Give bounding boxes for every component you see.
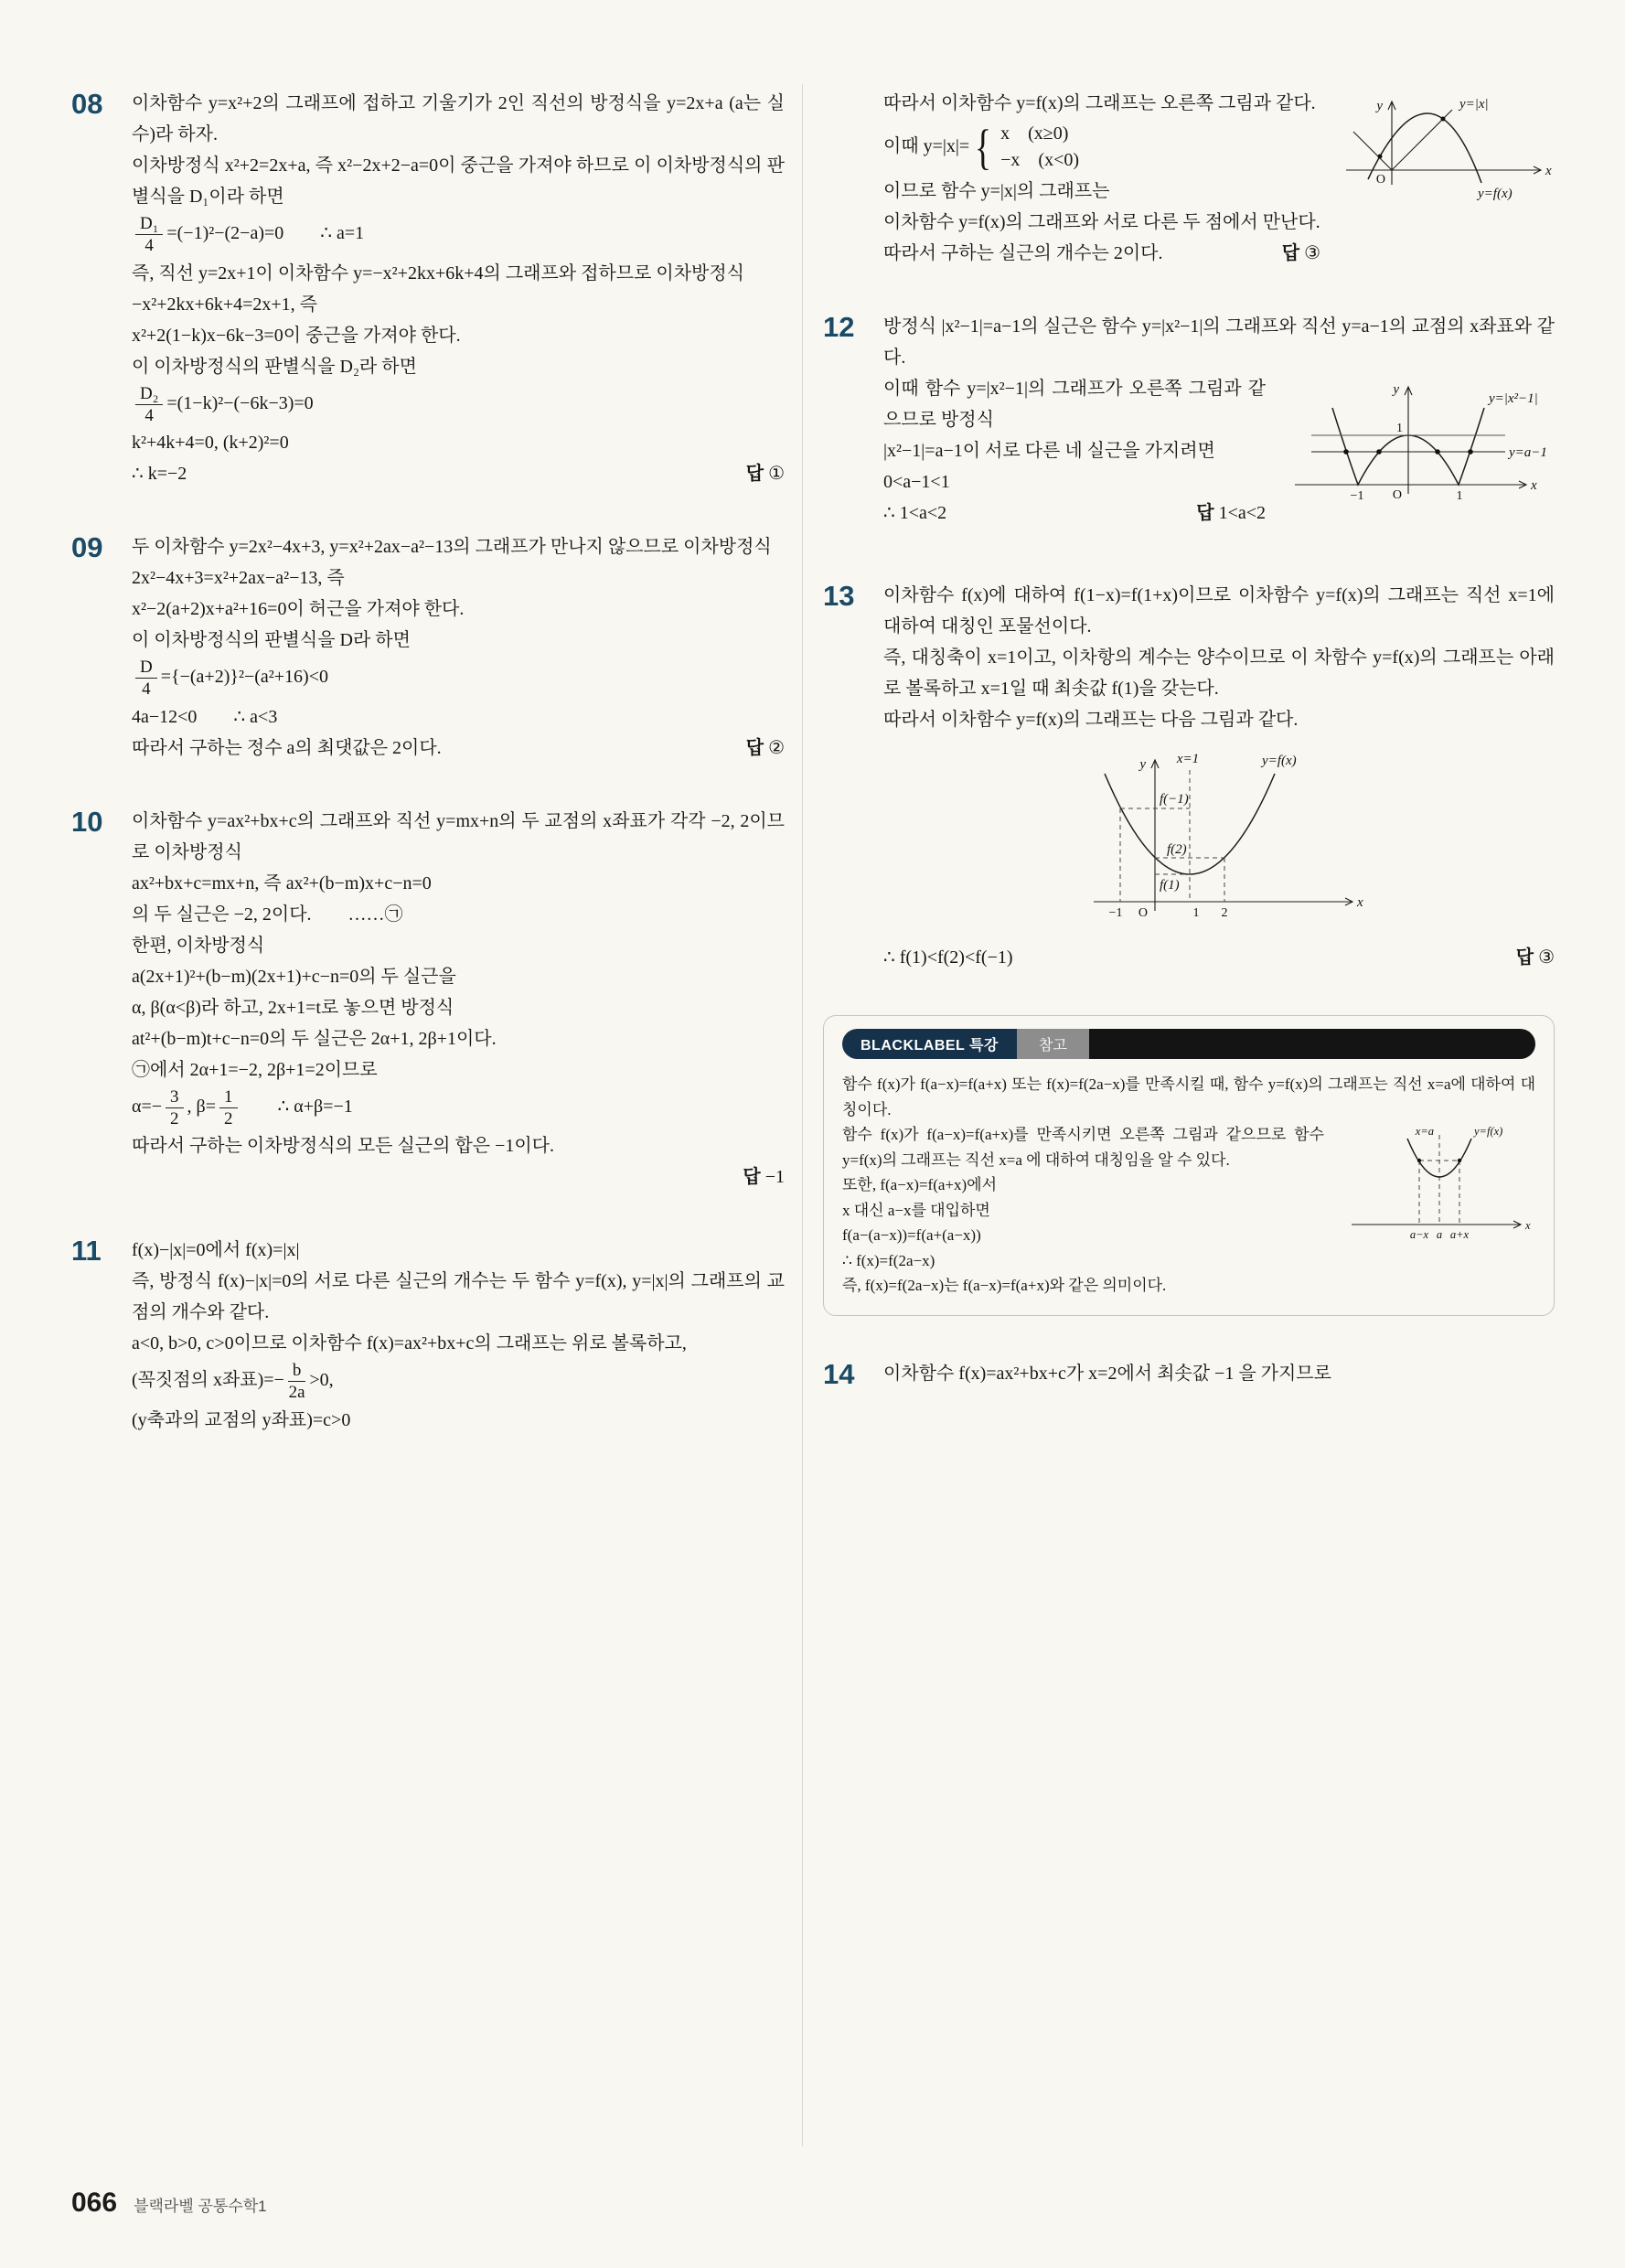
text-segment: −x²+2kx+6k+4=2x+1, 즉 [132,294,317,315]
solution-line [883,642,1555,704]
text-segment: 이차함수 f(x)에 대하여 f(1−x)=f(1+x)이므로 이차함수 y=f(x)의 그래프는 직선 x=1에 대하여 대칭인 포물선이다. [883,585,1555,637]
line-text [132,294,317,315]
problem-number: 10 [71,805,103,838]
line-text [132,630,411,650]
graph-abs-quadratic [1280,375,1555,529]
line-text [883,585,1555,637]
line-text [132,326,461,346]
text-segment: 함수 f(x)가 f(a−x)=f(a+x) 또는 f(x)=f(2a−x)를 만족시킬 때, 함수 y=f(x)의 그래프는 직선 x=a에 대하여 대칭이다. [842,1075,1535,1118]
root-dot [1468,449,1473,455]
abs-left-arm [1353,132,1392,170]
solution-line [132,868,785,899]
line-text [132,733,442,764]
solution-line [132,594,785,625]
line-text [883,379,1266,430]
answer-value: ② [768,737,785,758]
answer-label: 답 [745,464,764,485]
solution-line [132,531,785,562]
text-segment: 0<a−1<1 [883,472,950,492]
solution-line [883,311,1555,373]
line-text [883,181,1110,201]
text-segment: α, β(α<β)라 하고, 2x+1=t로 놓으면 방정식 [132,997,454,1018]
problem-09 [71,531,785,764]
solution-line [132,351,785,382]
solution-line [132,1130,785,1161]
text-segment: f(x)−|x|=0에서 f(x)=|x| [132,1240,300,1261]
answer-value: ① [768,464,785,485]
line-text [883,497,946,529]
line-text [842,1126,1324,1169]
line-text [842,1277,1166,1294]
fx-function-label: y=f(x) [1478,187,1513,201]
line-text [132,599,464,619]
x-label: x [1545,164,1552,178]
curve-label: y=|x²−1| [1489,391,1538,406]
problem-number: 09 [71,531,103,564]
solution-line [132,806,785,868]
problem-number: 13 [823,580,855,612]
line-text [842,1075,1535,1118]
line-text [132,1029,497,1049]
line-text [132,357,417,377]
text-segment: 방정식 |x²−1|=a−1의 실근은 함수 y=|x²−1|의 그래프와 직선 y=a−1의 교점의 x좌표와 같다. [883,316,1555,368]
problem-14 [823,1358,1555,1391]
blacklabel-header [842,1029,1535,1059]
solution-line [883,238,1320,269]
problem-number: 11 [71,1235,102,1268]
blacklabel-body [842,1072,1535,1299]
axis-label: x=a [1415,1125,1434,1139]
text-segment: 2x²−4x+3=x²+2ax−a²−13, 즉 [132,568,345,589]
text-segment: 두 이차함수 y=2x²−4x+3, y=x²+2ax−a²−13의 그래프가 만나지 않으므로 이차방정식 [132,537,772,558]
y-label: y [1393,382,1399,397]
text-segment: =(1−k)²−(−6k−3)=0 [166,392,314,413]
x-label: x [1531,478,1537,493]
pos-two-label: 2 [1221,906,1228,920]
solution-line [132,562,785,594]
problem-body [132,531,785,764]
text-segment: ax²+bx+c=mx+n, 즉 ax²+(b−m)x+c−n=0 [132,872,432,893]
answer-label: 답 [1281,243,1300,263]
solution-line [883,1358,1555,1389]
fraction-denominator: 4 [142,679,151,700]
line-text [883,472,950,492]
root-dot [1376,449,1382,455]
solution-line [132,150,785,212]
solution-line [842,1273,1535,1299]
line-text [132,967,456,987]
problem-body [883,1358,1555,1391]
text-segment: , β= [187,1096,217,1117]
solution-line [883,704,1555,735]
line-text [132,214,365,256]
answer-label: 답 [745,737,764,758]
f-1-label: f(1) [1160,878,1180,893]
axis-label: x=1 [1176,752,1200,766]
solution-line [132,212,785,258]
solution-graph [1335,90,1555,234]
fraction-denominator: 2 [170,1108,179,1129]
solution-graph [883,746,1555,929]
text-segment: ∴ α+β=−1 [241,1096,353,1117]
left-column [71,88,785,1478]
text-segment: 즉, f(x)=f(2a−x)는 f(a−x)=f(a+x)와 같은 의미이다. [842,1277,1167,1295]
solution-line [883,497,1266,529]
fraction [166,1087,184,1129]
line-text [132,1333,687,1353]
solution-line [132,1405,785,1436]
line-text [883,212,1320,232]
solution-line [132,320,785,351]
fraction-numerator: D₁ [135,214,163,235]
fx-function-label: y=f(x) [1474,1125,1503,1139]
line-text [883,238,1162,269]
fraction [135,214,163,256]
line-text [132,433,289,453]
answer-label: 답 [1515,947,1534,968]
text-segment: f(a−(a−x))=f(a+(a−x)) [842,1226,981,1245]
problem-08 [71,88,785,489]
solution-line [132,1054,785,1086]
solution-line [132,1266,785,1328]
text-segment: 이차방정식 x²+2=2x+a, 즉 x²−2x+2−a=0이 중근을 가져야 하므로 이 이차방정식의 판별식을 D₁이라 하면 [132,155,785,207]
book-title: 블랙라벨 공통수학1 [134,2198,267,2215]
answer-label: 답 [1196,503,1214,523]
answer [1516,942,1555,973]
line-label: y=a−1 [1509,445,1547,460]
line-text [842,1202,990,1219]
line-text [132,537,772,557]
problem-10 [71,806,785,1193]
f-2-label: f(2) [1167,842,1187,857]
solution-line [132,1161,785,1193]
axes [1094,760,1352,911]
problem-body [883,311,1555,538]
intersection-dot [1378,155,1383,159]
problem-body [132,806,785,1193]
fraction-denominator: 2 [224,1108,233,1129]
x-label: x [1525,1219,1531,1233]
line-text [842,1226,981,1244]
answer [1196,497,1266,529]
answer-value: ③ [1304,243,1320,263]
solution-line [132,1023,785,1054]
text-segment: 또한, f(a−x)=f(a+x)에서 [842,1176,998,1194]
text-segment: =(−1)²−(2−a)=0 [166,223,284,244]
text-segment: a(2x+1)²+(b−m)(2x+1)+c−n=0의 두 실근을 [132,966,456,987]
text-segment: 따라서 이차함수 y=f(x)의 그래프는 다음 그림과 같다. [883,710,1299,730]
a-plus-x-label: a+x [1449,1228,1470,1242]
line-text [883,710,1298,730]
line-text [132,998,454,1018]
one-label: 1 [1396,422,1403,435]
problem-12 [823,311,1555,538]
a-label: a [1436,1228,1443,1242]
text-segment: 함수 f(x)가 f(a−x)=f(a+x)를 만족시키면 오른쪽 그림과 같으므로 함수 y=f(x)의 그래프는 직선 x=a 에 대하여 대칭임을 알 수 있다. [842,1126,1324,1169]
y-label: y [1376,99,1383,113]
text-segment: k²+4k+4=0, (k+2)²=0 [132,433,289,454]
line-text [132,1086,353,1129]
text-segment: 이차함수 f(x)=ax²+bx+c가 x=2에서 최솟값 −1 을 가지므로 [883,1363,1331,1384]
text-segment: ={−(a+2)}²−(a²+16)<0 [160,667,328,688]
problem-continuation [823,88,1555,269]
text-segment: 의 두 실근은 −2, 2이다. ……㉠ [132,904,403,925]
solution-line [132,656,785,701]
line-text [883,119,1080,175]
text-segment: 즉, 대칭축이 x=1이고, 이차항의 계수는 양수이므로 이 차함수 y=f(x)의 그래프는 아래로 볼록하고 x=1일 때 최솟값 f(1)을 갖는다. [883,647,1555,699]
text-segment: x²+2(1−k)x−6k−3=0이 중근을 가져야 한다. [132,325,461,346]
answer-value: 1<a<2 [1218,503,1266,523]
line-text [883,1364,1331,1384]
f-neg1-label: f(−1) [1160,792,1189,807]
answer [746,733,785,764]
solution-line [132,1359,785,1405]
solution-line [132,88,785,150]
problem-body [132,1235,785,1436]
text-segment: 이므로 함수 y=|x|의 그래프는 [883,181,1110,201]
graph-symmetric-parabola [1068,746,1370,929]
text-segment: 이차함수 y=x²+2의 그래프에 접하고 기울기가 2인 직선의 방정식을 y=2x+a (a는 실수)라 하자. [132,93,785,144]
answer-value: ③ [1538,947,1555,968]
line-text [132,263,744,284]
problem-number: 12 [823,311,855,343]
problem-body [883,88,1555,269]
text-segment: 이때 y=|x|= [883,135,970,156]
line-text [132,1240,299,1260]
problem-number: 08 [71,88,103,120]
root-dot [1435,449,1440,455]
pos-one-label: 1 [1192,906,1200,920]
neg-one-label: −1 [1108,906,1123,920]
solution-line [132,1235,785,1266]
line-text [883,647,1555,699]
line-text [132,936,264,956]
column-divider [802,84,803,2146]
problem-11 [71,1235,785,1436]
cases-row: −x (x<0) [1000,150,1080,170]
text-segment: >0, [309,1370,334,1391]
text-segment: 따라서 구하는 정수 a의 최댓값은 2이다. [132,737,442,758]
blacklabel-title: BLACKLABEL 특강 [842,1029,1017,1059]
problem-number: 14 [823,1357,855,1390]
neg-one-label: −1 [1350,489,1364,503]
fraction [135,658,157,700]
solution-line [132,733,785,764]
fraction-numerator: 1 [219,1087,238,1108]
solution-line [132,1328,785,1359]
line-text [132,873,432,893]
cases-expression [971,121,1079,174]
text-segment: at²+(b−m)t+c−n=0의 두 실근은 2α+1, 2β+1이다. [132,1028,497,1049]
text-segment: x 대신 a−x를 대입하면 [842,1201,990,1219]
fraction-denominator: 4 [144,405,154,425]
origin-label: O [1375,173,1385,187]
line-text [132,1136,554,1156]
x-label: x [1357,895,1363,910]
text-segment: 따라서 구하는 실근의 개수는 2이다. [883,243,1163,263]
text-segment: 이때 함수 y=|x²−1|의 그래프가 오른쪽 그림과 같으므로 방정식 [883,379,1266,430]
answer-label: 답 [743,1167,761,1188]
text-segment: 즉, 직선 y=2x+1이 이차함수 y=−x²+2kx+6k+4의 그래프와 접하므로 이차방정식 [132,262,744,284]
text-segment: 따라서 구하는 이차방정식의 모든 실근의 합은 −1이다. [132,1136,554,1157]
line-text [883,93,1316,113]
fraction [135,384,163,426]
line-text [132,658,328,700]
line-text [883,441,1215,461]
line-text [842,1176,997,1193]
a-minus-x-label: a−x [1409,1228,1429,1242]
text-segment: ∴ 1<a<2 [883,503,947,523]
solution-line [132,625,785,656]
text-segment: 이차함수 y=f(x)의 그래프와 서로 다른 두 점에서 만난다. [883,212,1320,232]
blacklabel-header-bar [1089,1029,1535,1059]
text-segment: ∴ k=−2 [132,464,187,485]
page-footer [71,2188,267,2219]
text-segment: (y축과의 교점의 y좌표)=c>0 [132,1409,351,1430]
cases-rows [1000,121,1079,174]
origin-label: O [1392,488,1402,502]
line-text [132,458,187,489]
y-label: y [1139,757,1146,772]
answer [1282,238,1320,269]
solution-line [132,382,785,428]
solution-line [883,942,1555,973]
solution-graph [1339,1124,1535,1252]
solution-line [132,258,785,289]
line-text [132,904,403,925]
line-text [132,93,785,144]
line-text [132,1410,350,1430]
text-segment: 이 이차방정식의 판별식을 D₂라 하면 [132,356,417,377]
text-segment: ∴ a=1 [283,223,365,244]
fraction [219,1087,238,1129]
solution-line [132,427,785,458]
text-segment: |x²−1|=a−1이 서로 다른 네 실근을 가지려면 [883,441,1215,461]
line-text [132,707,277,727]
intersection-dot [1441,117,1446,122]
text-segment: 한편, 이차방정식 [132,935,265,956]
line-text [132,1361,334,1403]
solution-line [132,701,785,733]
fx-function-label: y=f(x) [1262,754,1297,768]
solution-graph [1280,375,1555,529]
line-text [132,383,314,425]
fraction-numerator: D [135,658,157,679]
text-segment: 즉, 방정식 f(x)−|x|=0의 서로 다른 실근의 개수는 두 함수 y=f(x), y=|x|의 그래프의 교점의 개수와 같다. [132,1271,785,1323]
line-text [132,1271,785,1322]
line-text [132,811,785,862]
text-segment: 이 이차방정식의 판별식을 D라 하면 [132,630,411,651]
fraction [288,1361,306,1403]
graph-symmetry-about-x-equals-a [1339,1124,1535,1252]
abs-function-label: y=|x| [1459,97,1489,112]
point-dot [1417,1159,1421,1162]
solution-line [132,992,785,1023]
fraction-denominator: 4 [144,236,154,256]
fraction-numerator: 3 [166,1087,184,1108]
problem-body [883,580,1555,973]
text-segment: 따라서 이차함수 y=f(x)의 그래프는 오른쪽 그림과 같다. [883,93,1316,113]
solution-line [132,899,785,930]
solution-line [883,580,1555,642]
text-segment: x²−2(a+2)x+a²+16=0이 허근을 가져야 한다. [132,599,465,620]
line-text [883,316,1555,368]
answer-value: −1 [764,1167,785,1188]
fraction-numerator: b [288,1361,306,1382]
origin-label: O [1138,906,1148,920]
page-number: 066 [71,2188,118,2218]
solution-line [842,1072,1535,1122]
fraction-numerator: D₂ [135,384,163,405]
blacklabel-tab: 참고 [1017,1029,1089,1059]
line-text [883,942,1013,973]
root-dot [1343,449,1349,455]
line-text [842,1252,935,1269]
answer [746,458,785,489]
solution-line [132,1086,785,1131]
problem-number [823,88,869,269]
solution-line [132,961,785,992]
right-column [823,88,1555,1432]
solution-line [132,930,785,961]
line-text [132,155,785,207]
fraction-denominator: 2a [288,1383,305,1403]
text-segment: ㉠에서 2α+1=−2, 2β+1=2이므로 [132,1059,378,1080]
cases-brace: { [975,119,992,175]
answer [743,1161,785,1193]
text-segment: 4a−12<0 ∴ a<3 [132,706,278,727]
pos-one-label: 1 [1456,489,1463,503]
blacklabel-box [823,1015,1555,1316]
graph-abs-and-parabola [1335,90,1555,234]
line-text [132,1060,378,1080]
text-segment: ∴ f(x)=f(2a−x) [842,1251,935,1269]
solution-line [132,289,785,320]
solution-line [132,458,785,489]
text-segment: (꼭짓점의 x좌표)=− [132,1370,284,1391]
text-segment: 이차함수 y=ax²+bx+c의 그래프와 직선 y=mx+n의 두 교점의 x좌표가 각각 −2, 2이므로 이차방정식 [132,810,785,862]
line-text [132,568,345,588]
problem-13 [823,580,1555,973]
cases-row: x (x≥0) [1000,123,1069,144]
point-dot [1458,1159,1461,1162]
text-segment: α=− [132,1096,163,1117]
text-segment: a<0, b>0, c>0이므로 이차함수 f(x)=ax²+bx+c의 그래프는 위로 볼록하고, [132,1333,687,1354]
text-segment: ∴ f(1)<f(2)<f(−1) [883,947,1013,968]
problem-body [132,88,785,489]
